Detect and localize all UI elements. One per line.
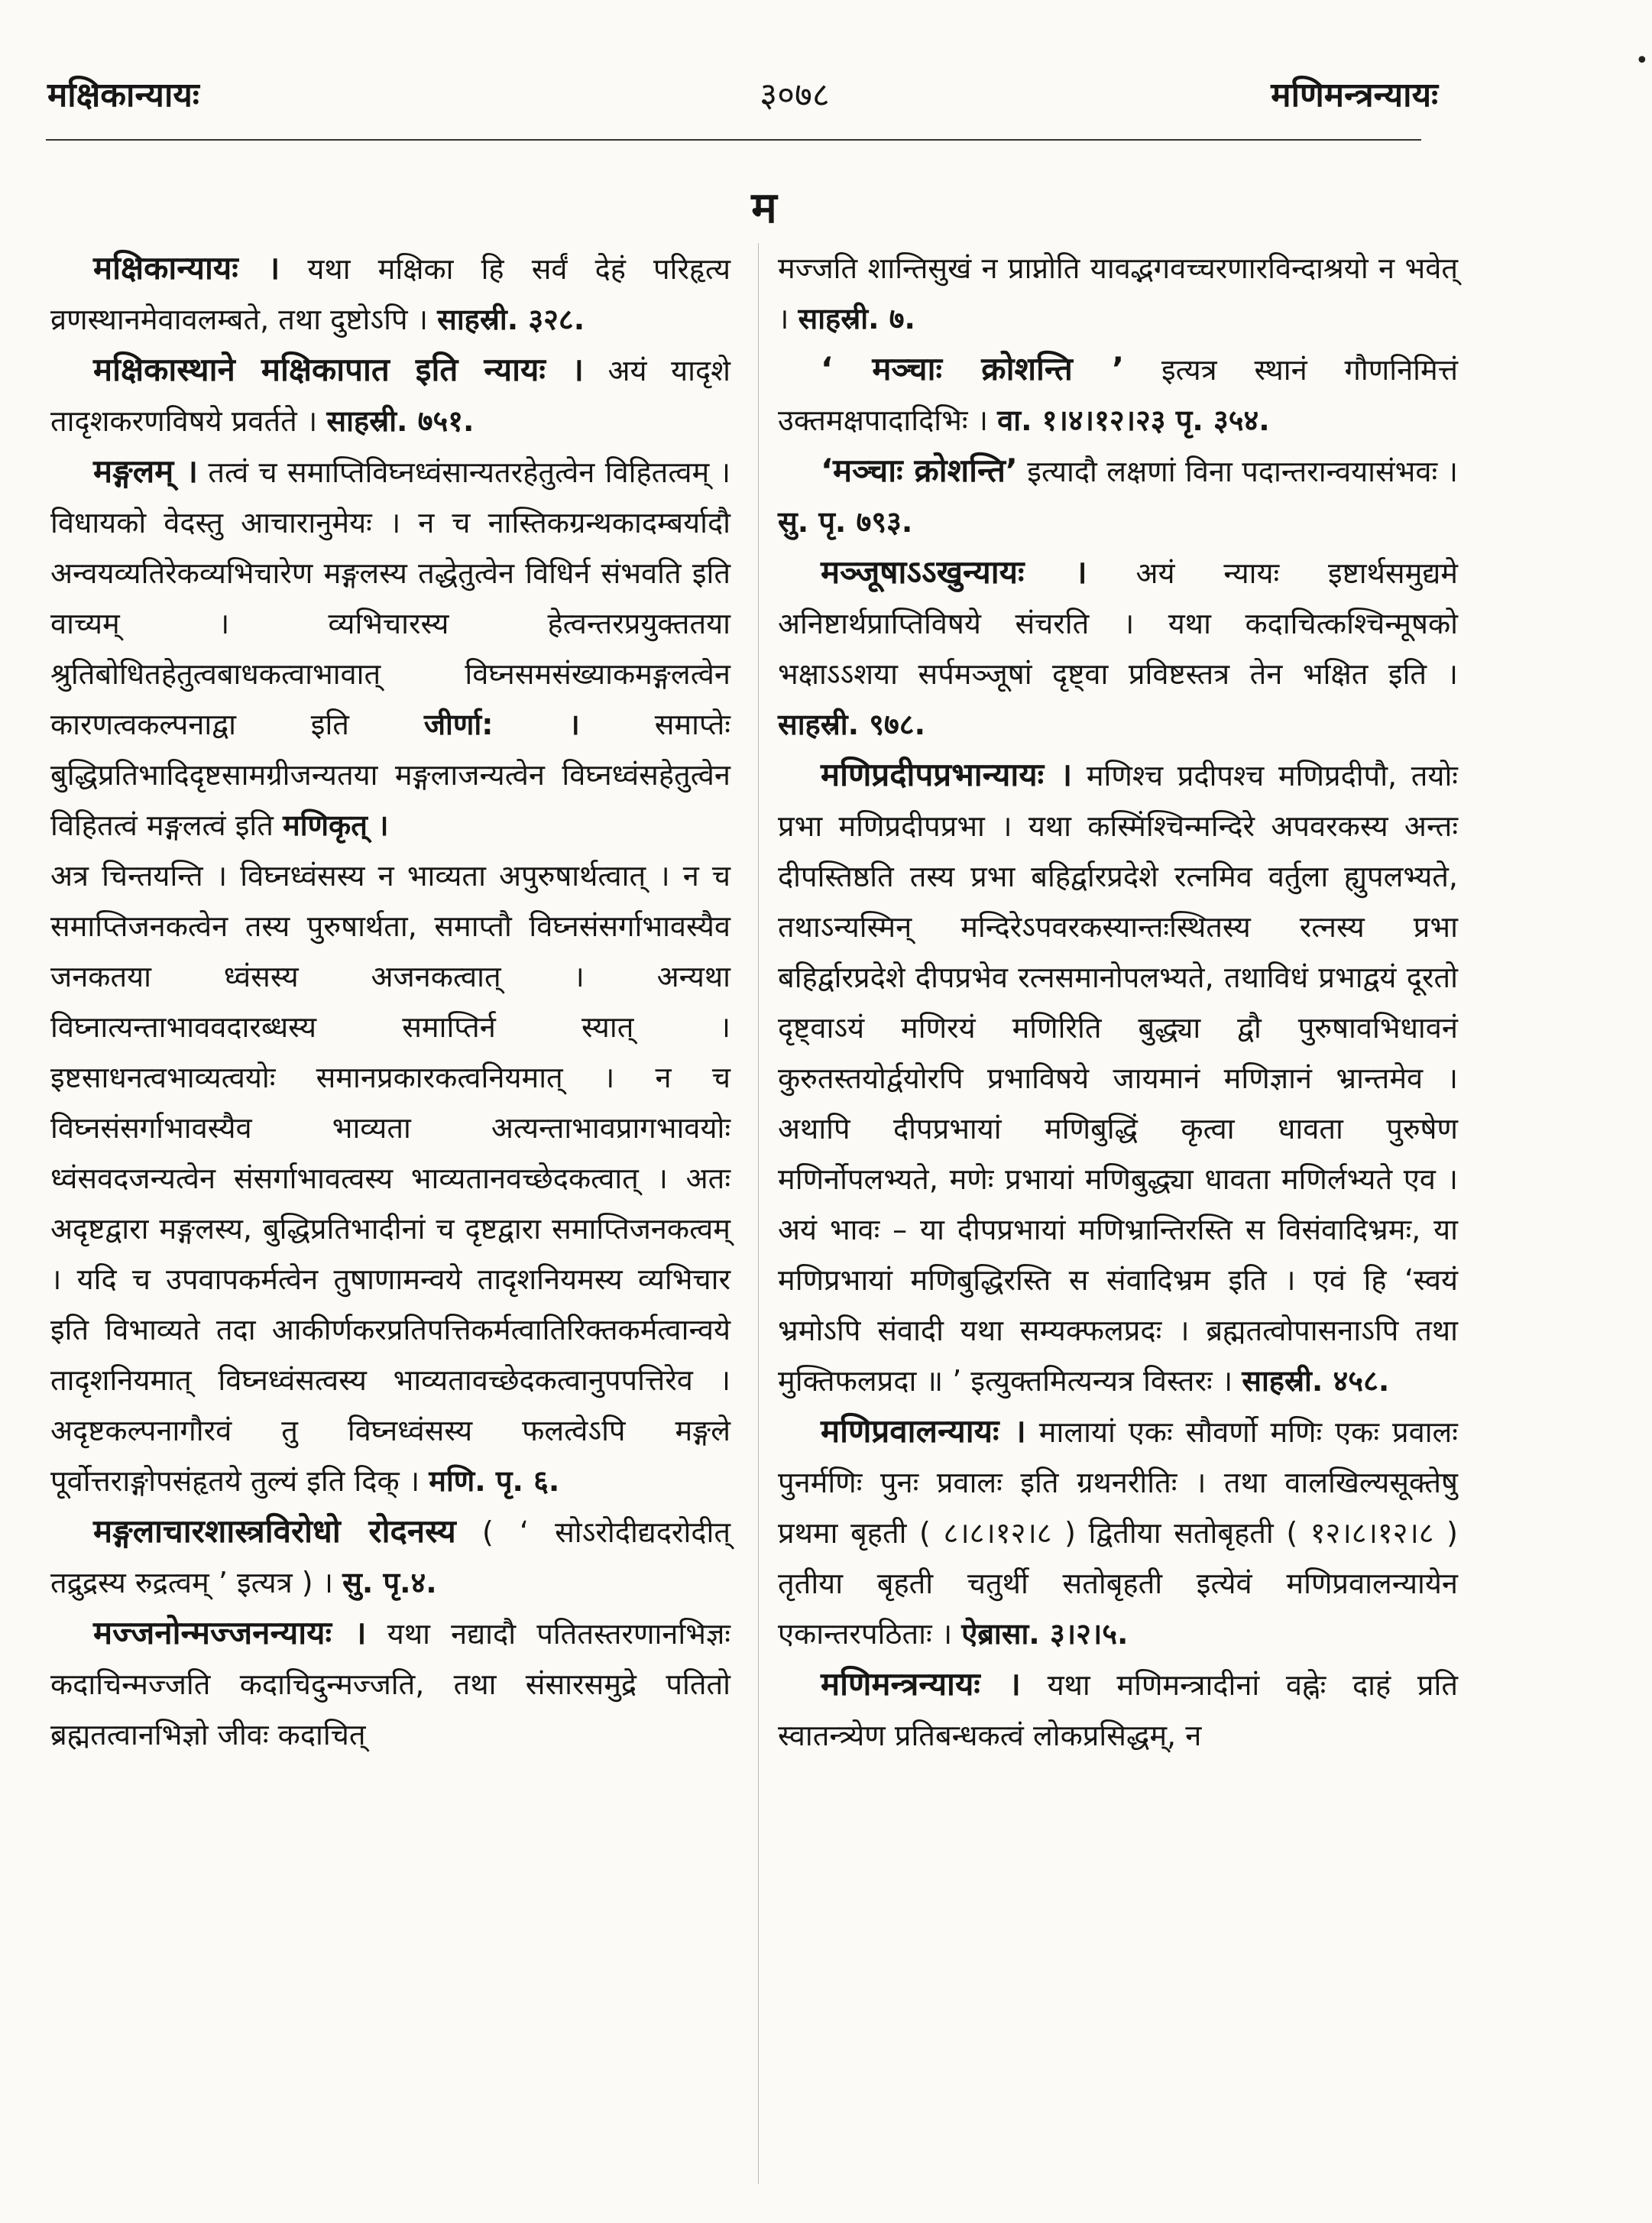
entry-title: ‘मञ्चाः क्रोशन्ति’ <box>821 452 1018 489</box>
entry <box>778 750 1458 1406</box>
entry-text: अत्र चिन्तयन्ति । विघ्नध्वंसस्य न भाव्यता अपुरुषार्थत्वात् । न च समाप्तिजनकत्वेन तस्य पुरुषार्थता, समाप्तौ विघ्नसंसर्गाभावस्यैव जनकतया ध्वंसस्य अजनकत्वात् । अन्यथा विघ्नात्यन्ताभाववदारब्धस्य समाप्तिर्न स्यात् । इष्टसाधनत्वभाव्यत्वयोः समानप्रकारकत्वनियमात् । न च विघ्नसंसर्गाभावस्यैव भाव्यता अत्यन्ताभावप्रागभावयोः ध्वंसवदजन्यत्वेन संसर्गाभावत्वस्य भाव्यतानवच्छेदकत्वात् । अतः अदृष्टद्वारा मङ्गलस्य, बुद्धिप्रतिभादीनां च दृष्टद्वारा समाप्तिजनकत्वम् । यदि च उपवापकर्मत्वेन तुषाणामन्वये तादृशनियमस्य व्यभिचार इति विभाव्यते तदा आकीर्णकरप्रतिपत्तिकर्मत्वातिरिक्तकर्मत्वान्वये तादृशनियमात् विघ्नध्वंसत्वस्य भाव्यतावच्छेदकत्वानुपपत्तिरेव । अदृष्टकल्पनागौरवं तु विघ्नध्वंसस्य फलत्वेऽपि मङ्गले पूर्वोत्तराङ्गोपसंहृतये तुल्यं इति दिक् । <box>50 859 730 1498</box>
entry-source: सु. पृ. ७९३. <box>778 505 913 539</box>
entry-source: साहस्री. ३२८. <box>437 303 585 336</box>
column-divider <box>758 243 759 2184</box>
entry <box>50 345 730 446</box>
entry <box>50 1506 730 1608</box>
entry <box>778 1659 1458 1761</box>
running-head-right: मणिमन्त्रन्यायः <box>1271 76 1438 115</box>
entry-source: साहस्री. ९७८. <box>778 708 925 741</box>
entry-title: मज्जनोन्मज्जनन्यायः । <box>93 1614 367 1651</box>
entry-source: जीर्णा: । <box>423 708 580 741</box>
entry-source: ऐब्रासा. ३।२।५. <box>961 1617 1129 1651</box>
entry-text: तत्वं च समाप्तिविघ्नध्वंसान्यतरहेतुत्वेन विहितत्वम् । विधायको वेदस्तु आचारानुमेयः । न च नास्तिकग्रन्थकादम्बर्यादौ अन्वयव्यतिरेकव्यभिचारेण मङ्गलस्य तद्धेतुत्वेन विधिर्न संभवति इति वाच्यम् । व्यभिचारस्य हेत्वन्तरप्रयुक्ततया श्रुतिबोधितहेतुत्वबाधकत्वाभावात् विघ्नसमसंख्याकमङ्गलत्वेन कारणत्वकल्पनाद्वा इति <box>50 455 730 741</box>
entry-source: मणिकृत् । <box>283 809 389 842</box>
entry-title: मक्षिकान्यायः । <box>93 249 280 287</box>
entry-text: इत्यत्र स्थानं गौणनिमित्तं उक्तमक्षपादादिभिः । <box>778 353 1458 437</box>
entry-title: मणिप्रवालन्यायः । <box>821 1412 1026 1450</box>
entry <box>778 547 1458 750</box>
entry-source: साहस्री. ४५८. <box>1242 1364 1390 1398</box>
entry-source: साहस्री. ७. <box>798 302 915 335</box>
entry-title: मक्षिकास्थाने मक्षिकापात इति न्यायः । <box>93 351 584 388</box>
right-column <box>778 243 1458 1761</box>
entry-source: साहस्री. ७५१. <box>326 404 475 438</box>
entry-text: इत्यादौ लक्षणां विना पदान्तरान्वयासंभवः । <box>1027 455 1458 488</box>
section-letter: म <box>751 183 777 233</box>
entry-title: ‘ मञ्चाः क्रोशन्ति ’ <box>821 350 1125 387</box>
entry <box>778 344 1458 446</box>
entry-text: अयं यादृशे तादृशकरणविषये प्रवर्तते । <box>50 354 730 438</box>
entry-text: यथा नद्यादौ पतितस्तरणानभिज्ञः कदाचिन्मज्जति कदाचिदुन्मज्जति, तथा संसारसमुद्रे पतितो ब्रह्मतत्वानभिज्ञो जीवः कदाचित् <box>50 1617 730 1752</box>
header-rule <box>46 139 1421 141</box>
entry-title: मङ्गलम् । <box>93 452 199 490</box>
entry-title: मङ्गलाचारशास्त्रविरोधो रोदनस्य <box>93 1512 456 1550</box>
entry <box>50 1608 730 1760</box>
entry-source: सु. पृ.४. <box>342 1566 437 1599</box>
entry <box>50 851 730 1506</box>
margin-mark: • <box>1635 47 1649 74</box>
entry-source: मणि. पृ. ६. <box>429 1464 560 1498</box>
entry-text: ( ‘ सोऽरोदीद्यदरोदीत् तद्रुद्रस्य रुद्रत्वम् ’ इत्यत्र ) । <box>50 1515 730 1599</box>
entry-title: मञ्जूषाऽऽखुन्यायः । <box>821 553 1087 591</box>
entry-text: मणिश्च प्रदीपश्च मणिप्रदीपौ, तयोः प्रभा मणिप्रदीपप्रभा । यथा कस्मिंश्चिन्मन्दिरे अपवरकस्य अन्तः दीपस्तिष्ठति तस्य प्रभा बहिर्द्वारप्रदेशे रत्नमिव वर्तुला ह्युपलभ्यते, तथाऽन्यस्मिन् मन्दिरेऽपवरकस्यान्तःस्थितस्य रत्नस्य प्रभा बहिर्द्वारप्रदेशे दीपप्रभेव रत्नसमानोपलभ्यते, तथाविधं प्रभाद्वयं दूरतो दृष्ट्वाऽयं मणिरयं मणिरिति बुद्ध्या द्वौ पुरुषावभिधावनं कुरुतस्तयोर्द्वयोरपि प्रभाविषये जायमानं मणिज्ञानं भ्रान्तमेव । अथापि दीपप्रभायां मणिबुद्धिं कृत्वा धावता पुरुषेण मणिर्नोपलभ्यते, मणेः प्रभायां मणिबुद्ध्या धावता मणिर्लभ्यते एव । अयं भावः – या दीपप्रभायां मणिभ्रान्तिरस्ति स विसंवादिभ्रमः, या मणिप्रभायां मणिबुद्धिरस्ति स संवादिभ्रम इति । एवं हि ‘स्वयं भ्रमोऽपि संवादी यथा सम्यक्फलप्रदः । ब्रह्मतत्वोपासनाऽपि तथा मुक्तिफलप्रदा ॥ ’ इत्युक्तमित्यन्यत्र विस्तरः । <box>778 759 1458 1398</box>
entry <box>50 243 730 345</box>
entry-text: मालायां एकः सौवर्णो मणिः एकः प्रवालः पुनर्मणिः पुनः प्रवालः इति ग्रथनरीतिः । तथा वालखिल्यसूक्तेषु प्रथमा बृहती ( ८।८।१२।८ ) द्वितीया सतोबृहती ( १२।८।१२।८ ) तृतीया बृहती चतुर्थी सतोबृहती इत्येवं मणिप्रवालन्यायेन एकान्तरपठिताः । <box>778 1415 1458 1651</box>
left-column <box>50 243 730 1760</box>
entry-text: समाप्तेः बुद्धिप्रतिभादिदृष्टसामग्रीजन्यतया मङ्गलाजन्यत्वेन विघ्नध्वंसहेतुत्वेन विहितत्वं मङ्गलत्वं इति <box>50 708 730 842</box>
entry-title: मणिमन्त्रन्यायः । <box>821 1665 1021 1703</box>
entry <box>50 446 730 851</box>
entry-source: वा. १।४।१२।२३ पृ. ३५४. <box>997 403 1270 437</box>
entry <box>778 1406 1458 1659</box>
entry <box>778 243 1458 344</box>
entry <box>778 446 1458 547</box>
entry-title: मणिप्रदीपप्रभान्यायः । <box>821 756 1073 793</box>
entry-text: मज्जति शान्तिसुखं न प्राप्नोति यावद्भगवच्चरणारविन्दाश्रयो न भवेत् । <box>778 251 1458 335</box>
running-head-left: मक्षिकान्यायः <box>47 76 199 115</box>
entry-text: यथा मक्षिका हि सर्वं देहं परिहृत्य व्रणस्थानमेवावलम्बते, तथा दुष्टोऽपि । <box>50 252 730 336</box>
page-number: ३०७८ <box>760 76 830 115</box>
entry-text: यथा मणिमन्त्रादीनां वह्नेः दाहं प्रति स्वातन्त्र्येण प्रतिबन्धकत्वं लोकप्रसिद्धम्, न <box>778 1668 1458 1752</box>
entry-text: अयं न्यायः इष्टार्थसमुद्यमे अनिष्टार्थप्राप्तिविषये संचरति । यथा कदाचित्कश्चिन्मूषको भक्षाऽऽशया सर्पमञ्जूषां दृष्ट्वा प्रविष्टस्तत्र तेन भक्षित इति । <box>778 556 1458 691</box>
